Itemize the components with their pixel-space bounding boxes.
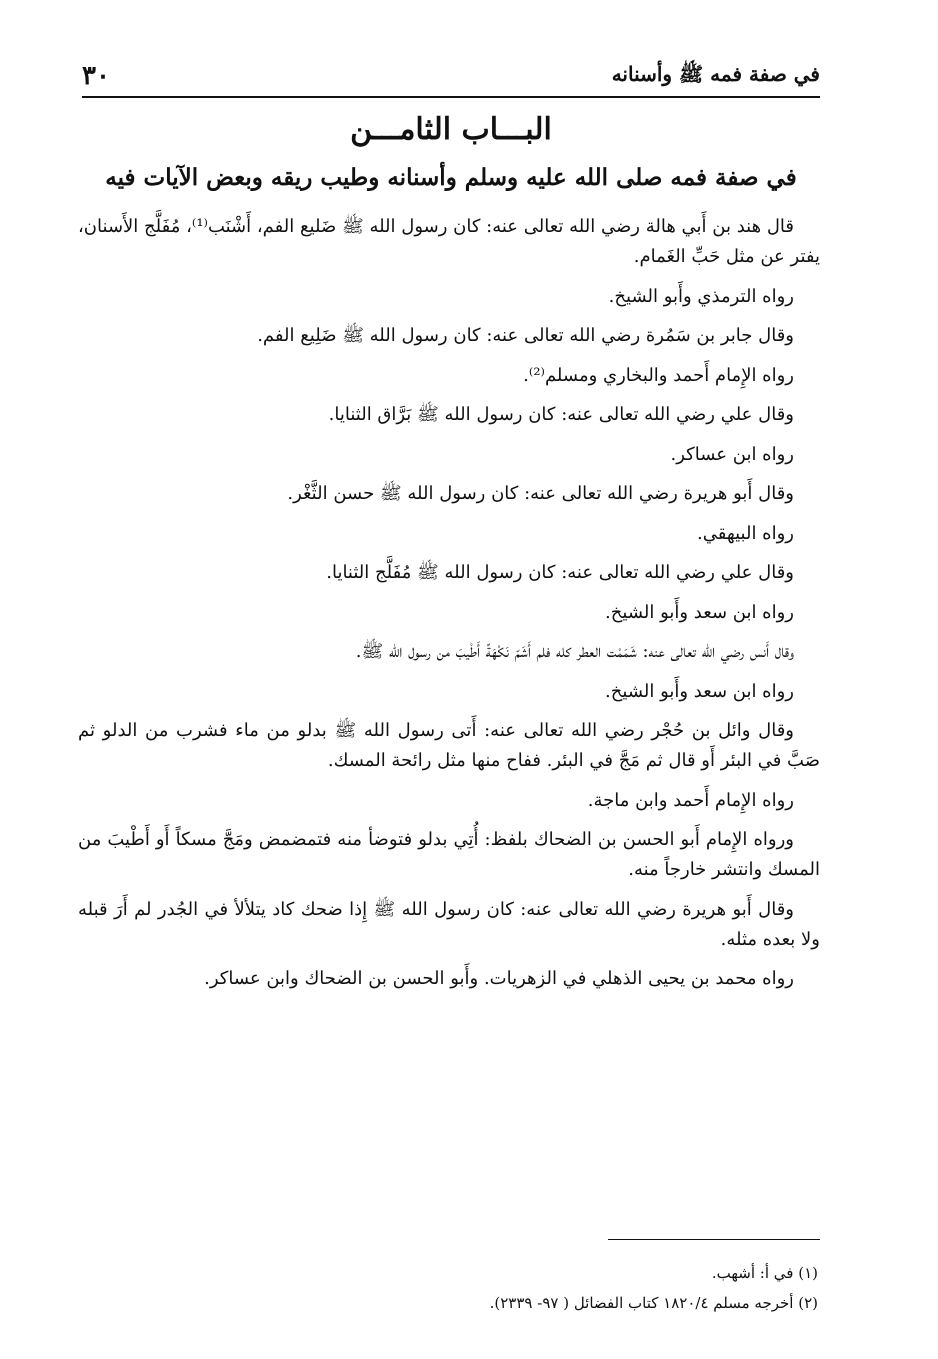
paragraph: وقال جابر بن سَمُرة رضي الله تعالى عنه: كان رسول الله ﷺ ضَلِيع الفم. xyxy=(257,325,794,346)
paragraph: رواه البيهقي. xyxy=(696,522,794,544)
page-header xyxy=(82,56,820,96)
footnote: (١) في أ: أشهب. xyxy=(711,1264,818,1282)
paragraph: وقال أَبو هريرة رضي الله تعالى عنه: كان رسول الله ﷺ حسن الثَّغْر. xyxy=(287,483,794,504)
body-text xyxy=(78,212,820,1004)
paragraph: وقال علي رضي الله تعالى عنه: كان رسول الله ﷺ بَرَّاق الثنايا. xyxy=(328,404,794,425)
paragraph: رواه ابن سعد وأَبو الشيخ. xyxy=(605,680,794,702)
paragraph: رواه الإِمام أَحمد وابن ماجة. xyxy=(587,789,794,811)
paragraph: وقال وائل بن حُجْر رضي الله تعالى عنه: أَتى رسول الله ﷺ بدلو من ماء فشرب من الدلو ثم صَبَّ في البئر أَو قال ثم مَجَّ في البئر. ففاح منها مثل رائحة المسك. xyxy=(78,720,820,771)
paragraph: رواه ابن عساكر. xyxy=(670,443,794,465)
running-title: في صفة فمه ﷺ وأسنانه xyxy=(611,61,820,86)
footnote: (٢) أخرجه مسلم ١٨٢٠/٤ كتاب الفضائل ( ٩٧- ٢٣٣٩). xyxy=(489,1294,818,1312)
paragraph: وقال علي رضي الله تعالى عنه: كان رسول الله ﷺ مُفَلَّج الثنايا. xyxy=(326,562,794,583)
paragraph: وقال أَبو هريرة رضي الله تعالى عنه: كان رسول الله ﷺ إِذا ضحك كاد يتلألأ في الجُدر لم أَرَ قبله ولا بعده مثله. xyxy=(78,898,820,950)
paragraph: رواه محمد بن يحيى الذهلي في الزهريات. وأَبو الحسن بن الضحاك وابن عساكر. xyxy=(204,968,794,989)
header-rule xyxy=(82,96,820,98)
paragraph: رواه الإِمام أَحمد والبخاري ومسلم⁽²⁾. xyxy=(523,364,794,386)
paragraph: رواه الترمذي وأَبو الشيخ. xyxy=(608,285,794,307)
paragraph: قال هند بن أَبي هالة رضي الله تعالى عنه: كان رسول الله ﷺ ضَليع الفم، أَشْنَب⁽¹⁾، مُفَلَّج الأَسنان، يفتر عن مثل حَبِّ الغَمام. xyxy=(78,216,820,267)
footnote-rule xyxy=(608,1239,820,1240)
page-number: ٣٠ xyxy=(82,61,110,91)
chapter-title: البـــاب الثامـــن xyxy=(350,112,552,147)
paragraph: ورواه الإِمام أَبو الحسن بن الضحاك بلفظ: أُتِي بدلو فتوضأ منه فتمضمض ومَجَّ مسكاً أَو أَطْيبَ من المسك وانتشر خارجاً منه. xyxy=(78,829,820,880)
paragraph: وقال أَنس رضي الله تعالى عنه: شَمَمْت العطر كله فلم أَشَمّ نَكْهَةً أَطْيبَ من رسول الله ﷺ. xyxy=(355,641,794,662)
footnotes xyxy=(82,1258,820,1318)
paragraph: رواه ابن سعد وأَبو الشيخ. xyxy=(605,601,794,623)
chapter-subtitle: في صفة فمه صلى الله عليه وسلم وأسنانه وطيب ريقه وبعض الآيات فيه xyxy=(105,164,797,191)
